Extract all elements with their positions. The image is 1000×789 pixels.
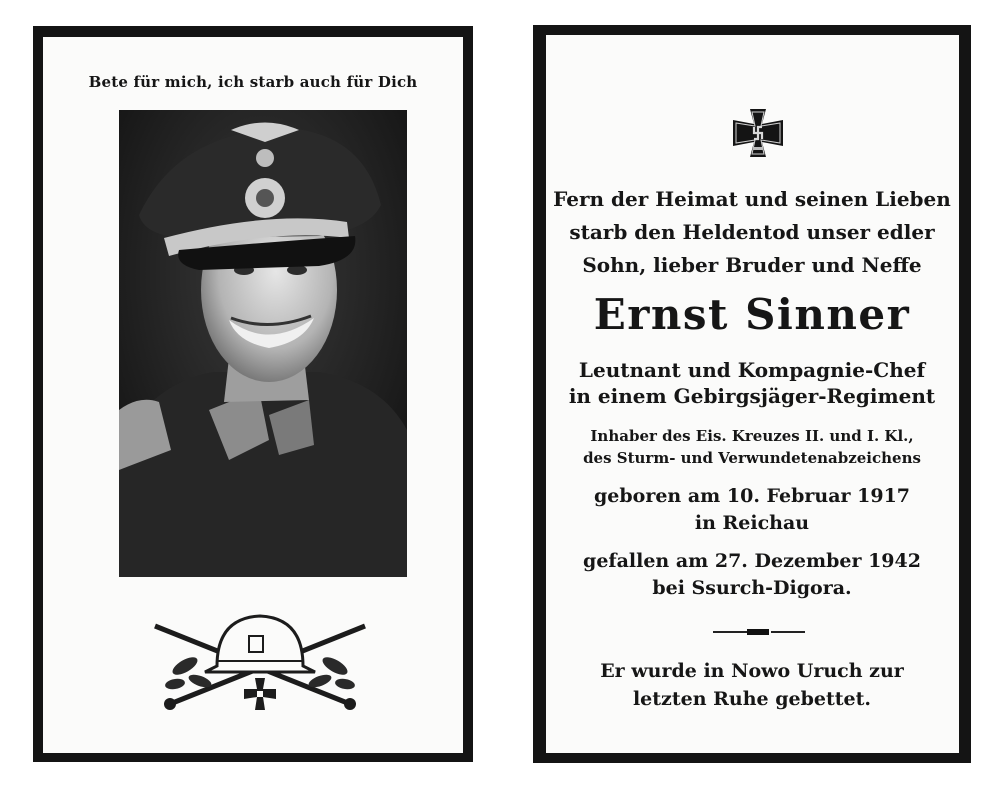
rank-line: Leutnant und Kompagnie-Chef <box>578 358 926 382</box>
ornament-divider <box>713 629 805 635</box>
birth-line: geboren am 10. Februar 1917 <box>593 485 911 507</box>
burial-text <box>533 657 971 713</box>
awards-text <box>533 425 971 469</box>
intro-line: Sohn, lieber Bruder und Neffe <box>582 253 922 277</box>
right-memorial-card <box>533 25 971 763</box>
intro-line: Fern der Heimat und seinen Lieben <box>553 187 951 211</box>
left-memorial-card <box>33 26 473 762</box>
deceased-name: Ernst Sinner <box>593 290 911 339</box>
award-line: des Sturm- und Verwundetenabzeichens <box>583 449 921 467</box>
intro-text <box>533 183 971 282</box>
iron-cross-icon <box>731 107 785 159</box>
birth-text <box>533 483 971 537</box>
portrait-photo <box>119 110 407 577</box>
rank-text <box>533 357 971 409</box>
helmet-swords-emblem <box>145 606 375 716</box>
death-text <box>533 548 971 602</box>
death-line: bei Ssurch-Digora. <box>652 577 852 599</box>
birth-line: in Reichau <box>694 512 810 534</box>
prayer-caption: Bete für mich, ich starb auch für Dich <box>88 73 418 91</box>
burial-line: letzten Ruhe gebettet. <box>632 688 872 710</box>
intro-line: starb den Heldentod unser edler <box>569 220 935 244</box>
burial-line: Er wurde in Nowo Uruch zur <box>600 660 904 682</box>
death-line: gefallen am 27. Dezember 1942 <box>583 550 921 572</box>
rank-line: in einem Gebirgsjäger-Regiment <box>568 384 936 408</box>
award-line: Inhaber des Eis. Kreuzes II. und I. Kl., <box>590 427 914 445</box>
